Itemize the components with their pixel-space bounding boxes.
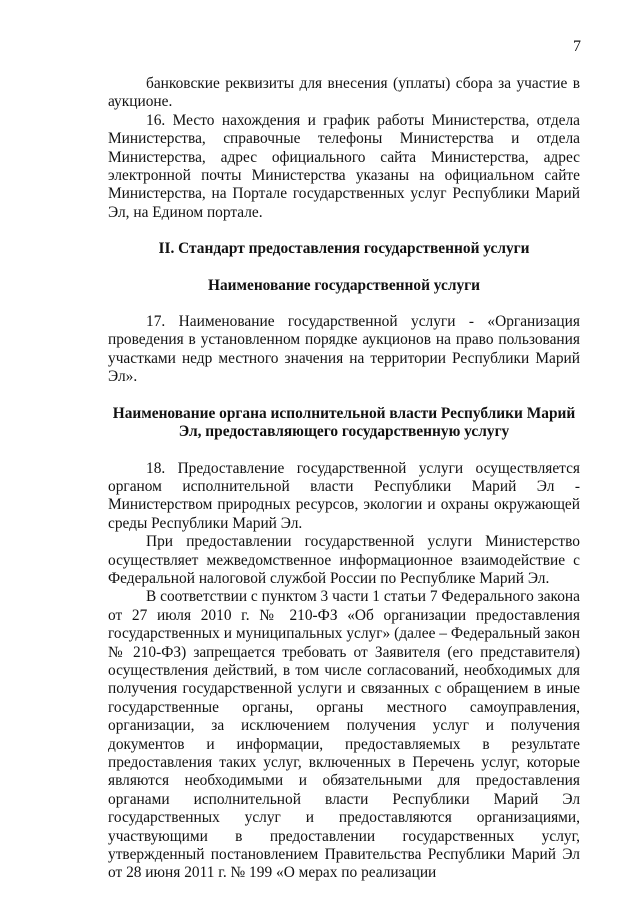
section-heading: Наименование органа исполнительной власти Республики Марий Эл, предоставляющего государственную услугу (112, 404, 576, 441)
paragraph: банковские реквизиты для внесения (уплаты) сбора за участие в аукционе. (108, 75, 580, 111)
paragraph: При предоставлении государственной услуги Министерство осуществляет межведомственное информационное взаимодействие с Федеральной налоговой службой России по Республике Марий Эл. (108, 533, 580, 587)
paragraph: В соответствии с пунктом 3 части 1 статьи 7 Федерального закона от 27 июля 2010 г. № 210-ФЗ «Об организации предоставления государственных и муниципальных услуг» (далее – Федеральный закон № 210-ФЗ) запрещается требовать от Заявителя (его представителя) осуществления действий, в том числе согласований, необходимых для получения государственной услуги и связанных с обращением в иные государственные органы, органы местного самоуправления, организации, за исключением получения услуг и получения документов и информации, предоставляемых в результате предоставления таких услуг, включенных в Перечень услуг, которые являются необходимыми и обязательными для предоставления органами исполнительной власти Республики Марий Эл государственных услуг и предоставляются организациями, участвующими в предоставлении государственных услуг, утвержденный постановлением Правительства Республики Марий Эл от 28 июня 2011 г. № 199 «О мерах по реализации (108, 588, 580, 882)
section-heading: II. Стандарт предоставления государственной услуги (158, 240, 530, 258)
spacer (108, 442, 580, 460)
paragraph: 16. Место нахождения и график работы Министерства, отдела Министерства, справочные телефоны Министерства и отдела Министерства, адрес официального сайта Министерства, адрес электронной почты Министерства указаны на официальном сайте Министерства, на Портале государственных услуг Республики Марий Эл, на Едином портале. (108, 111, 580, 221)
paragraph: 17. Наименование государственной услуги - «Организация проведения в установленном порядке аукционов на право пользования участками недр местного значения на территории Республики Марий Эл». (108, 313, 580, 386)
spacer (108, 259, 580, 277)
spacer (108, 387, 580, 405)
section-heading: Наименование государственной услуги (207, 276, 481, 294)
document-body (108, 75, 580, 883)
spacer (108, 295, 580, 313)
paragraph: 18. Предоставление государственной услуги осуществляется органом исполнительной власти Республики Марий Эл - Министерством природных ресурсов, экологии и охраны окружающей среды Республики Марий Эл. (108, 459, 580, 532)
spacer (108, 222, 580, 240)
page-number: 7 (573, 38, 581, 55)
